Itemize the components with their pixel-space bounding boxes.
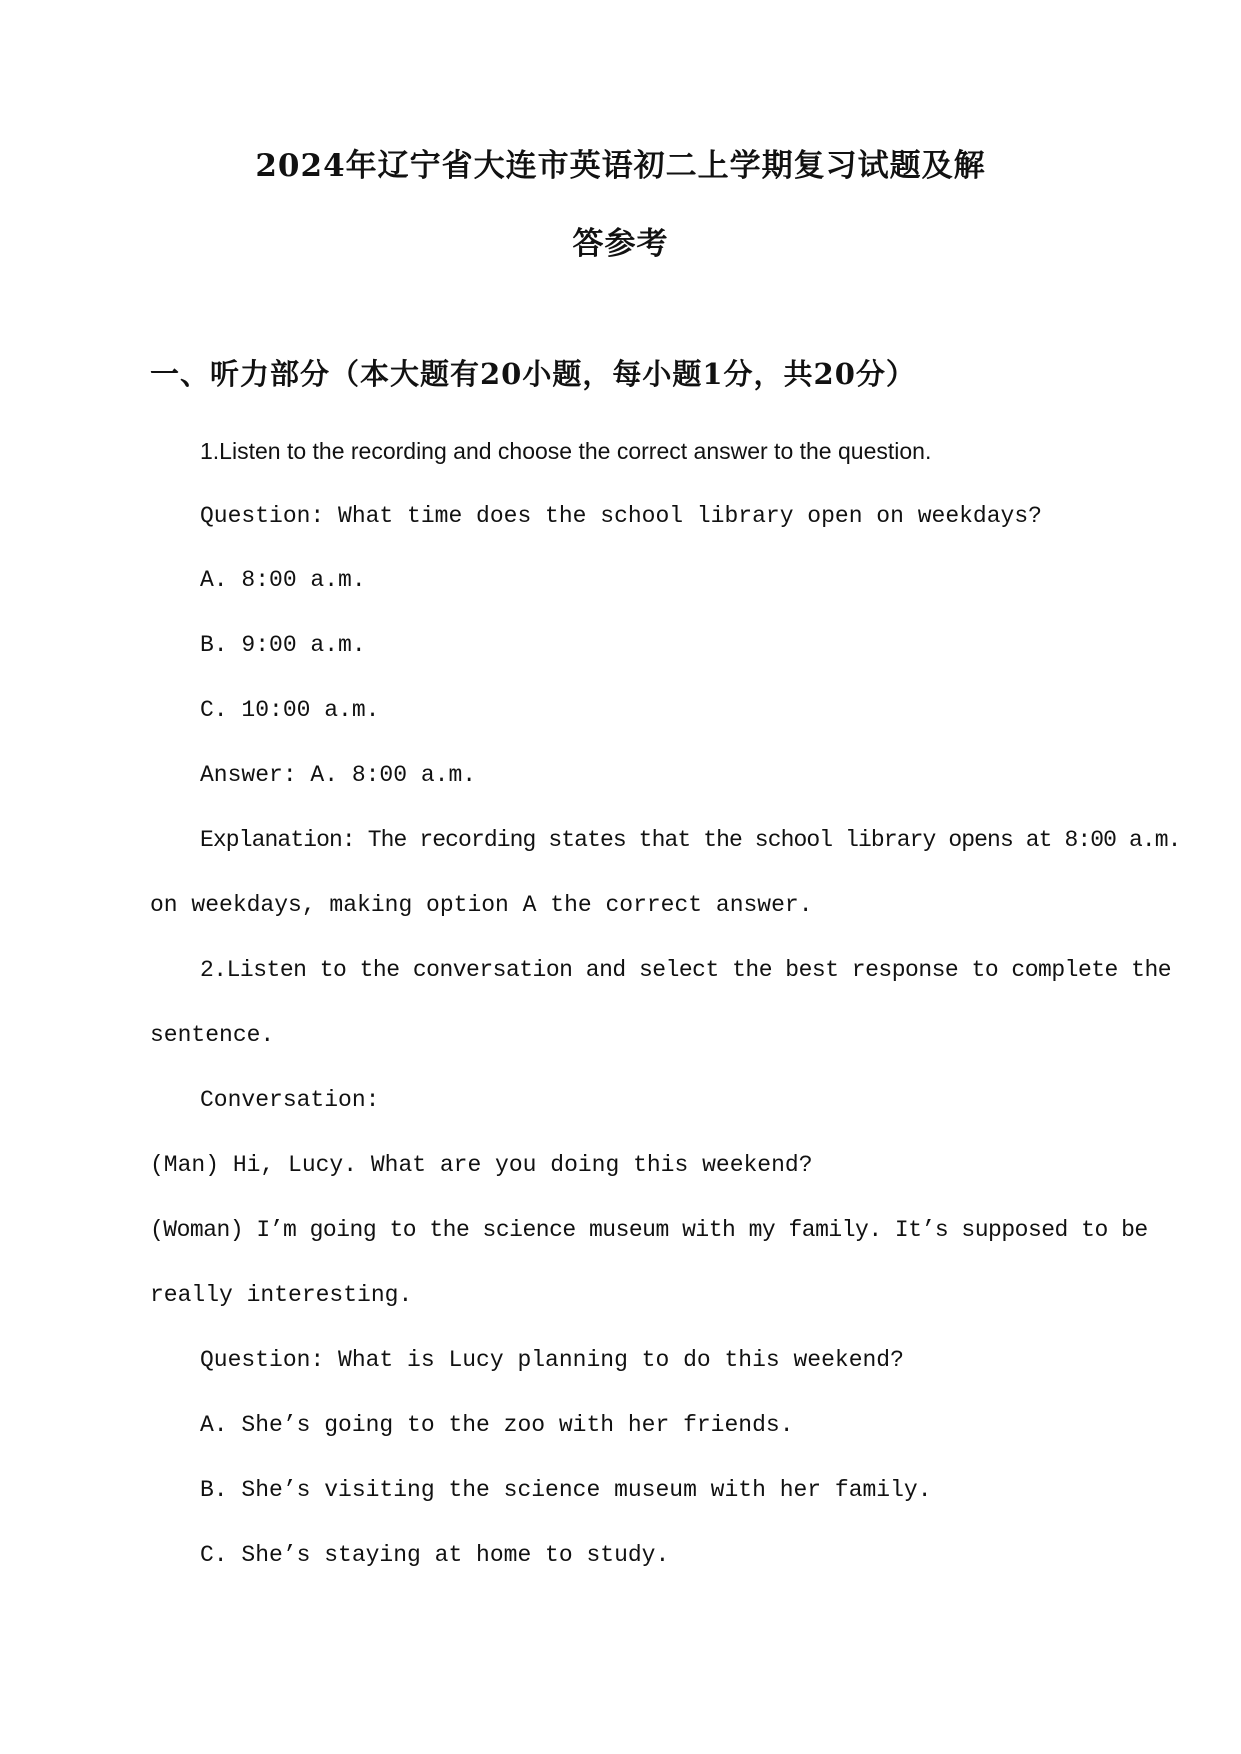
q1-option-b: B. 9:00 a.m. (200, 632, 366, 658)
q2-man-line: (Man) Hi, Lucy. What are you doing this weekend? (150, 1152, 813, 1178)
q2-prompt-line1: 2.Listen to the conversation and select the best response to complete the (200, 957, 1172, 983)
q1-prompt: 1.Listen to the recording and choose the correct answer to the question. (200, 438, 932, 464)
q2-woman-line2: really interesting. (150, 1282, 413, 1308)
q2-conversation-label: Conversation: (200, 1087, 380, 1113)
document-title-line2: 答参考 (572, 226, 669, 262)
q2-woman-line1: (Woman) I’m going to the science museum with my family. It’s supposed to be (150, 1217, 1148, 1243)
q1-option-a: A. 8:00 a.m. (200, 567, 366, 593)
q2-option-c: C. She’s staying at home to study. (200, 1542, 670, 1568)
q1-explanation-line1: Explanation: The recording states that the school library opens at 8:00 a.m. (200, 827, 1181, 853)
q2-option-b: B. She’s visiting the science museum with her family. (200, 1477, 932, 1503)
q1-answer: Answer: A. 8:00 a.m. (200, 762, 477, 788)
q1-explanation-line2: on weekdays, making option A the correct answer. (150, 892, 813, 918)
q2-option-a: A. She’s going to the zoo with her friends. (200, 1412, 794, 1438)
q1-question: Question: What time does the school library open on weekdays? (200, 503, 1042, 529)
q1-option-c: C. 10:00 a.m. (200, 697, 380, 723)
q2-question: Question: What is Lucy planning to do this weekend? (200, 1347, 904, 1373)
q2-prompt-line2: sentence. (150, 1022, 275, 1048)
document-title-line1: 2024年辽宁省大连市英语初二上学期复习试题及解 (255, 148, 986, 184)
section-heading: 一、听力部分（本大题有20小题，每小题1分，共20分） (150, 357, 916, 391)
